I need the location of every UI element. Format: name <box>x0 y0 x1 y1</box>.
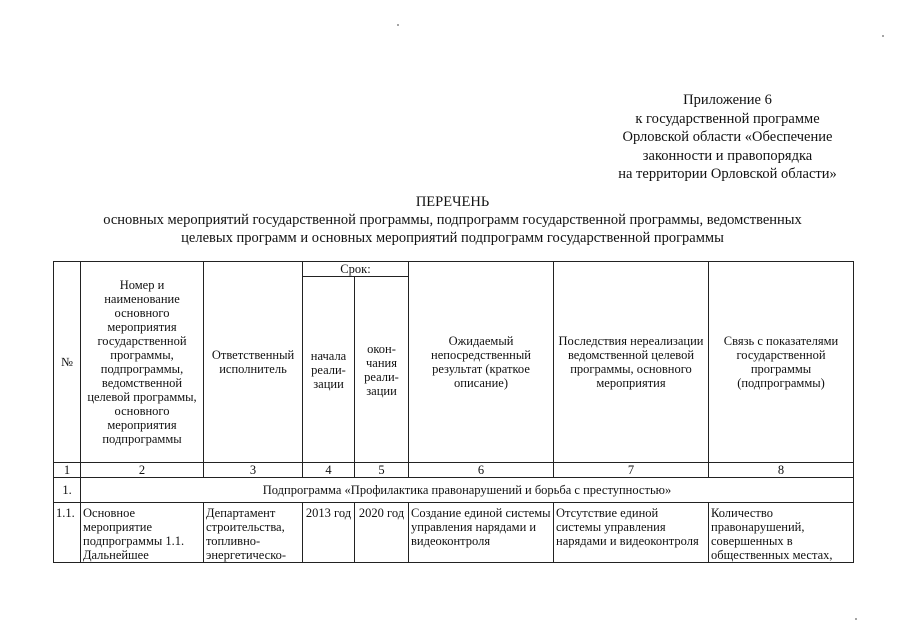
header-name: Номер и наименование основного мероприятия государственной программы, подпрограммы, ведомственной целевой программы, основного мероприятия подпрограммы <box>81 262 204 463</box>
title-line: основных мероприятий государственной программы, подпрограмм государственной программы, ведомственных <box>103 212 802 228</box>
appendix-line: к государственной программе <box>635 110 820 127</box>
row-end: 2020 год <box>355 503 409 563</box>
row-result: Создание единой системы управления нарядами и видеоконтроля <box>409 503 554 563</box>
appendix-line: Приложение 6 <box>683 92 772 108</box>
subprogram-title: Подпрограмма «Профилактика правонарушений и борьба с преступностью» <box>81 478 854 503</box>
measures-table <box>53 261 854 563</box>
header-link: Связь с показателями государственной программы (подпрограммы) <box>709 262 854 463</box>
column-number: 6 <box>409 463 554 478</box>
row-num: 1.1. <box>54 503 81 563</box>
scan-speck <box>855 618 857 620</box>
header-result: Ожидаемый непосредственный результат (краткое описание) <box>409 262 554 463</box>
subprogram-num: 1. <box>54 478 81 503</box>
column-number: 8 <box>709 463 854 478</box>
row-start: 2013 год <box>303 503 355 563</box>
appendix-line: Орловской области «Обеспечение <box>622 129 833 145</box>
row-responsible: Департамент строительства, топливно-энергетическо- <box>204 503 303 563</box>
column-numbers-row <box>54 463 854 478</box>
column-number: 7 <box>554 463 709 478</box>
header-term: Срок: <box>303 262 409 277</box>
column-number: 1 <box>54 463 81 478</box>
header-end: окон-чания реали-зации <box>355 277 409 463</box>
row-consequences: Отсутствие единой системы управления нарядами и видеоконтроля <box>554 503 709 563</box>
appendix-line: на территории Орловской области» <box>618 166 837 182</box>
subprogram-row <box>54 478 854 503</box>
header-consequences: Последствия нереализации ведомственной целевой программы, основного мероприятия <box>554 262 709 463</box>
column-number: 5 <box>355 463 409 478</box>
appendix-line: законности и правопорядка <box>642 147 813 164</box>
header-num: № <box>54 262 81 463</box>
column-number: 3 <box>204 463 303 478</box>
appendix-block <box>590 91 865 184</box>
header-responsible: Ответственный исполнитель <box>204 262 303 463</box>
header-row <box>54 262 854 277</box>
column-number: 4 <box>303 463 355 478</box>
column-number: 2 <box>81 463 204 478</box>
title-heading: ПЕРЕЧЕНЬ <box>415 194 490 210</box>
scan-speck <box>397 24 399 26</box>
document-title <box>0 193 905 247</box>
header-start: начала реали-зации <box>303 277 355 463</box>
title-line: целевых программ и основных мероприятий подпрограмм государственной программы <box>181 230 724 246</box>
row-link: Количество правонарушений, совершенных в общественных местах, <box>709 503 854 563</box>
row-name: Основное мероприятие подпрограммы 1.1. Дальнейшее <box>81 503 204 563</box>
table-row <box>54 503 854 563</box>
scan-speck <box>882 35 884 37</box>
